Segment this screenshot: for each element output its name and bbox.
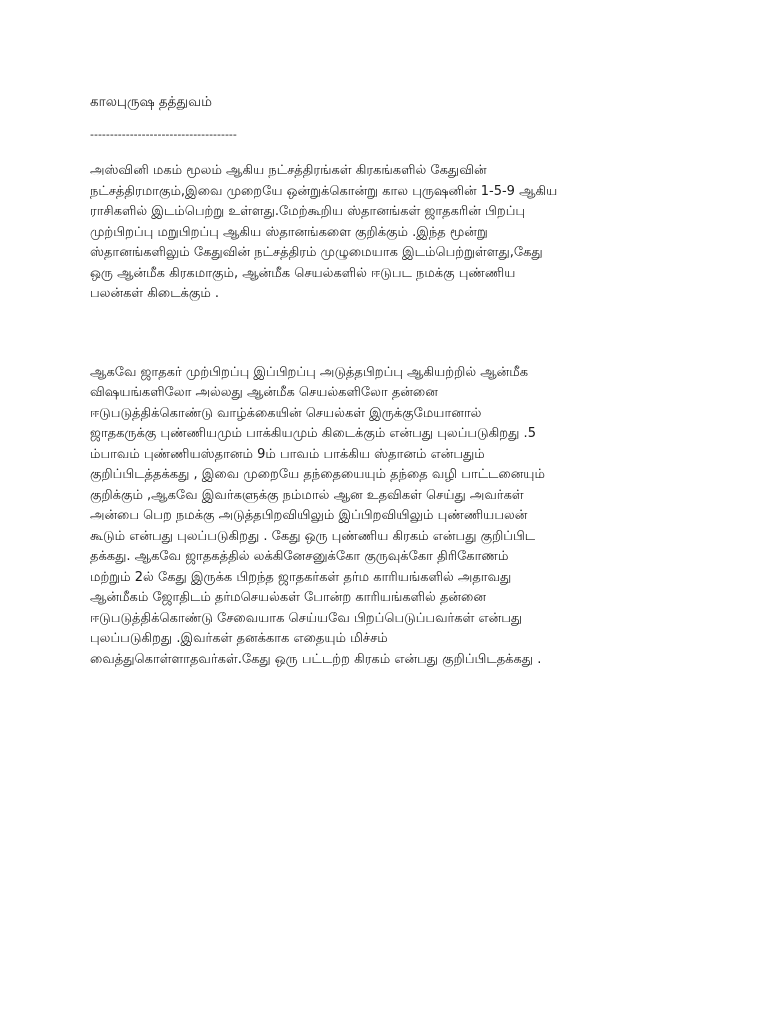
- paragraph-line: ஈடுபடுத்திக்கொண்டு சேவையாக செய்யவே பிறப்பெடுப்பவர்கள் என்பது: [90, 610, 523, 626]
- paragraph-2: [90, 363, 690, 671]
- paragraph-line: கூடும் என்பது புலப்படுகிறது . கேது ஒரு புண்ணிய கிரகம் என்பது குறிப்பிட: [90, 528, 536, 544]
- paragraph-line: பலன்கள் கிடைக்கும் .: [90, 286, 220, 301]
- paragraph-line: குறிக்கும் ,ஆகவே இவர்களுக்கு நம்மால் ஆன உதவிகள் செய்து அவர்கள்: [90, 487, 524, 503]
- document-body: [90, 92, 690, 670]
- separator-line: -------------------------------------: [90, 128, 237, 141]
- paragraph-line: ஸ்தானங்களிலும் கேதுவின் நட்சத்திரம் முழுமையாக இடம்பெற்றுள்ளது,கேது: [90, 245, 543, 260]
- paragraph-line: புலப்படுகிறது .இவர்கள் தனக்காக எதையும் மிச்சம்: [90, 631, 388, 646]
- paragraph-line: குறிப்பிடத்தக்கது , இவை முறையே தந்தையையும் தந்தை வழி பாட்டனையும்: [90, 467, 545, 482]
- paragraph-line: ஜாதகருக்கு புண்ணியமும் பாக்கியமும் கிடைக்கும் என்பது புலப்படுகிறது .5: [90, 426, 536, 441]
- paragraph-line: அஸ்வினி மகம் மூலம் ஆகிய நட்சத்திரங்கள் கிரகங்களில் கேதுவின்: [90, 163, 487, 178]
- paragraph-line: ஈடுபடுத்திக்கொண்டு வாழ்க்கையின் செயல்கள் இருக்குமேயானால்: [90, 405, 482, 421]
- paragraph-line: ராசிகளில் இடம்பெற்று உள்ளது.மேற்கூறிய ஸ்தானங்கள் ஜாதகரின் பிறப்பு: [90, 204, 526, 219]
- page-title: காலபுருஷ தத்துவம்: [90, 94, 212, 110]
- paragraph-line: விஷயங்களிலோ அல்லது ஆன்மீக செயல்களிலோ தன்னை: [90, 385, 438, 400]
- paragraph-line: ஆகவே ஜாதகர் முற்பிறப்பு இப்பிறப்பு அடுத்தபிறப்பு ஆகியற்றில் ஆன்மீக: [90, 364, 529, 380]
- paragraph-line: நட்சத்திரமாகும்,இவை முறையே ஒன்றுக்கொன்று கால புருஷனின் 1-5-9 ஆகிய: [90, 183, 558, 199]
- paragraph-line: ஆன்மீகம் ஜோதிடம் தர்மசெயல்கள் போன்ற காரியங்களில் தன்னை: [90, 590, 486, 605]
- paragraph-line: ஒரு ஆன்மீக கிரகமாகும், ஆன்மீக செயல்களில் ஈடுபட நமக்கு புண்ணிய: [90, 265, 516, 281]
- paragraph-line: முற்பிறப்பு மறுபிறப்பு ஆகிய ஸ்தானங்களை குறிக்கும் .இந்த மூன்று: [90, 224, 488, 240]
- paragraph-line: ம்பாவம் புண்ணியஸ்தானம் 9ம் பாவம் பாக்கிய ஸ்தானம் என்பதும்: [90, 446, 485, 462]
- paragraph-line: தக்கது. ஆகவே ஜாதகத்தில் லக்கினேசனுக்கோ குருவுக்கோ திரிகோணம்: [90, 549, 509, 564]
- paragraph-line: வைத்துகொள்ளாதவர்கள்.கேது ஒரு பட்டற்ற கிரகம் என்பது குறிப்பிடதக்கது .: [90, 651, 542, 667]
- paragraph-line: மற்றும் 2ல் கேது இருக்க பிறந்த ஜாதகர்கள் தர்ம காரியங்களில் அதாவது: [90, 569, 512, 585]
- paragraph-1: [90, 161, 690, 305]
- paragraph-line: அன்பை பெற நமக்கு அடுத்தபிறவியிலும் இப்பிறவியிலும் புண்ணியபலன்: [90, 508, 528, 523]
